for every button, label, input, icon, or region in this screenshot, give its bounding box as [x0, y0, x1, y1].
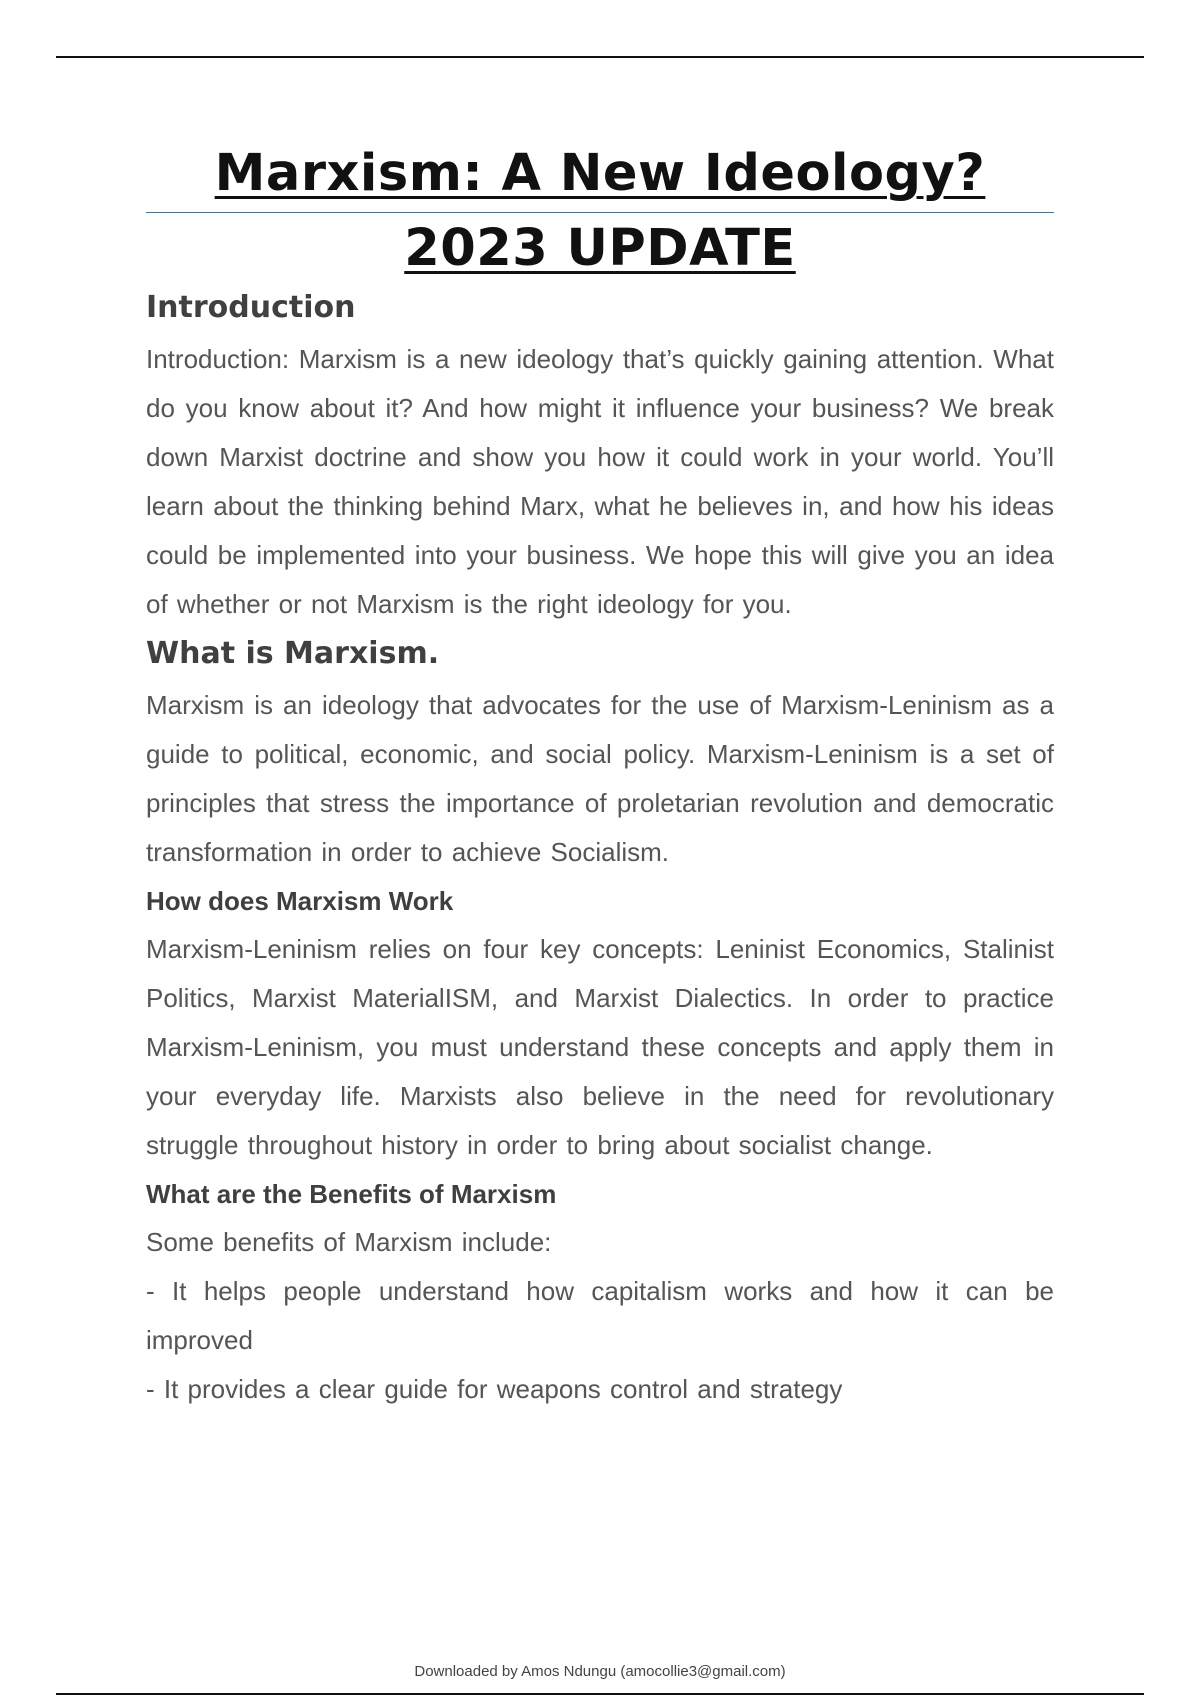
what-is-marxism-paragraph: Marxism is an ideology that advocates for the use of Marxism-Leninism as a guide to political, economic, and social policy. Marxism-Leninism is a set of principles that stress the importance of proletarian revolution and democratic transformation in order to achieve Socialism.: [146, 690, 1054, 867]
title-line-1: Marxism: A New Ideology?: [214, 144, 986, 203]
document-subtitle: [146, 215, 1054, 283]
top-rule: [56, 56, 1144, 58]
how-does-marxism-work-heading: How does Marxism Work: [146, 886, 454, 916]
how-does-marxism-work-paragraph: Marxism-Leninism relies on four key concepts: Leninist Economics, Stalinist Politics, Marxist MaterialISM, and Marxist Dialectics. In order to practice Marxism-Leninism, you must understand these concepts and apply them in your everyday life. Marxists also believe in the need for revolutionary struggle throughout history in order to bring about socialist change.: [146, 934, 1054, 1160]
title-line-2: 2023 UPDATE: [404, 219, 796, 278]
benefits-heading: What are the Benefits of Marxism: [146, 1179, 557, 1209]
document-title: [146, 140, 1054, 213]
benefits-intro: Some benefits of Marxism include:: [146, 1227, 552, 1257]
what-is-marxism-heading: What is Marxism.: [146, 636, 440, 671]
benefits-list-item: - It helps people understand how capitalism works and how it can be improved: [146, 1276, 1054, 1355]
benefits-list-item: - It provides a clear guide for weapons control and strategy: [146, 1374, 843, 1404]
document-content: [146, 140, 1054, 1414]
introduction-heading: Introduction: [146, 290, 356, 325]
introduction-paragraph: Introduction: Marxism is a new ideology that’s quickly gaining attention. What do you know about it? And how might it influence your business? We break down Marxist doctrine and show you how it could work in your world. You’ll learn about the thinking behind Marx, what he believes in, and how his ideas could be implemented into your business. We hope this will give you an idea of whether or not Marxism is the right ideology for you.: [146, 344, 1054, 619]
bottom-rule: [56, 1693, 1144, 1695]
download-footer: Downloaded by Amos Ndungu (amocollie3@gmail.com): [414, 1663, 786, 1680]
